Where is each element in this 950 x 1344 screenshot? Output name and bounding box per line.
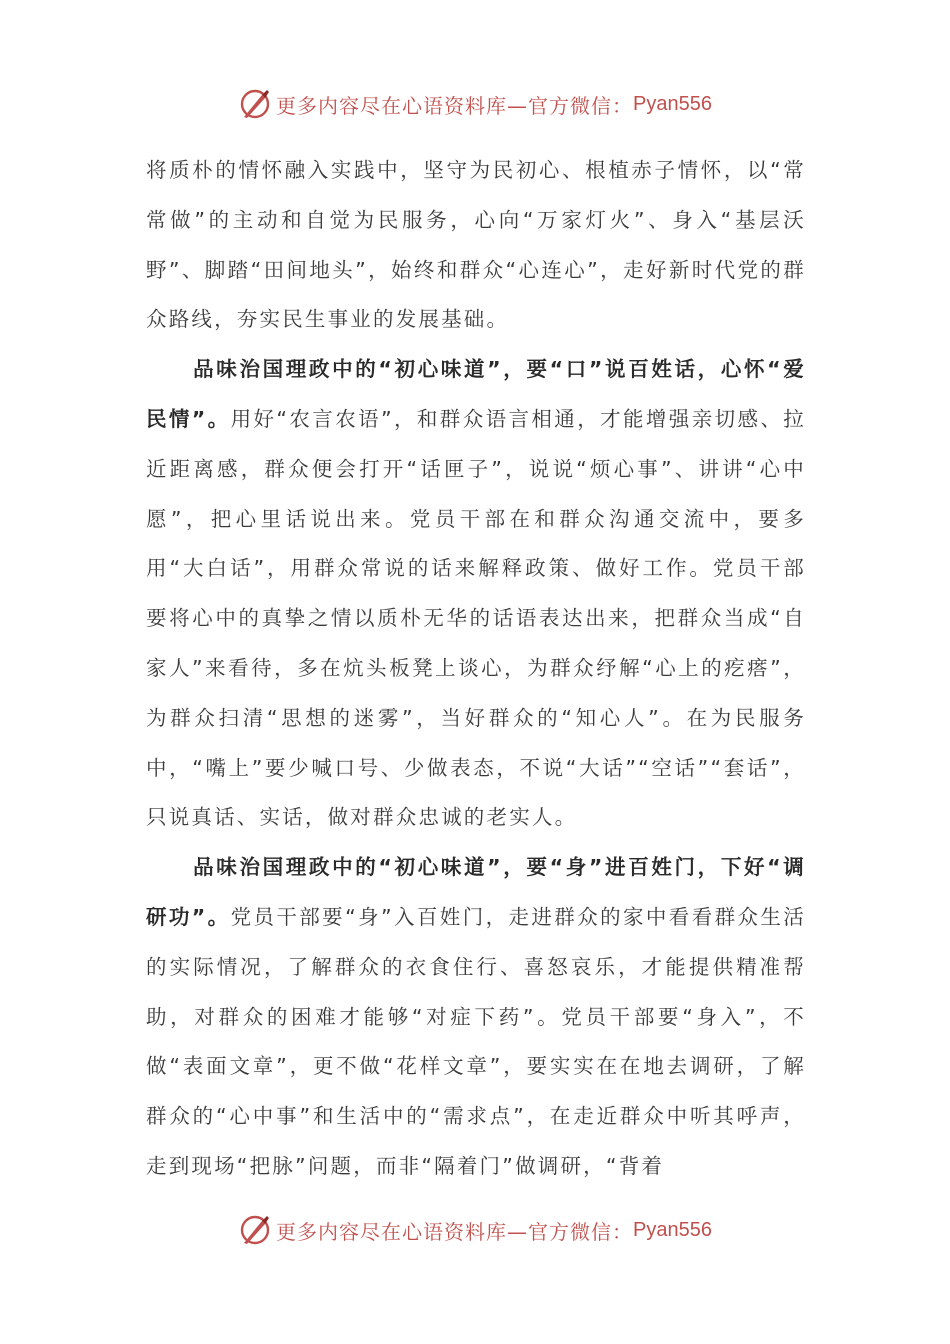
paragraph-2 bbox=[146, 345, 806, 843]
banner-text: 更多内容尽在心语资料库—官方微信： bbox=[276, 1219, 634, 1244]
paragraph-1-text: 将质朴的情怀融入实践中，坚守为民初心、根植赤子情怀，以“常常做”的主动和自觉为民服务，心向“万家灯火”、身入“基层沃野”、脚踏“田间地头”，始终和群众“心连心”，走好新时代党的群众路线，夯实民生事业的发展基础。 bbox=[146, 158, 806, 332]
header-watermark-banner bbox=[0, 84, 950, 124]
paragraph-2-heading: 品味治国理政中的“初心味道”，要“口”说百姓话，心怀“爱民情”。 bbox=[146, 357, 806, 431]
banner-wechat-id: Pyan556 bbox=[633, 1218, 712, 1241]
paragraph-3 bbox=[146, 843, 806, 1192]
banner-wechat-id: Pyan556 bbox=[633, 92, 712, 115]
footer-watermark-banner bbox=[0, 1210, 950, 1250]
paragraph-3-text: 党员干部要“身”入百姓门，走进群众的家中看看群众生活的实际情况，了解群众的衣食住行、喜怒哀乐，才能提供精准帮助，对群众的困难才能够“对症下药”。党员干部要“身入”，不做“表面文章”，更不做“花样文章”，要实实在在地去调研，了解群众的“心中事”和生活中的“需求点”，在走近群众中听其呼声，走到现场“把脉”问题，而非“隔着门”做调研，“背着 bbox=[146, 904, 806, 1178]
document-body bbox=[146, 146, 806, 1192]
banner-text: 更多内容尽在心语资料库—官方微信： bbox=[276, 93, 634, 118]
pen-logo-icon bbox=[238, 1213, 272, 1247]
paragraph-2-text: 用好“农言农语”，和群众语言相通，才能增强亲切感、拉近距离感，群众便会打开“话匣子”，说说“烦心事”、讲讲“心中愿”，把心里话说出来。党员干部在和群众沟通交流中，要多用“大白话”，用群众常说的话来解释政策、做好工作。党员干部要将心中的真挚之情以质朴无华的话语表达出来，把群众当成“自家人”来看待，多在炕头板凳上谈心，为群众纾解“心上的疙瘩”，为群众扫清“思想的迷雾”，当好群众的“知心人”。在为民服务中，“嘴上”要少喊口号、少做表态，不说“大话”“空话”“套话”，只说真话、实话，做对群众忠诚的老实人。 bbox=[146, 406, 806, 830]
paragraph-3-heading: 品味治国理政中的“初心味道”，要“身”进百姓门，下好“调研功”。 bbox=[146, 855, 806, 929]
pen-logo-icon bbox=[238, 87, 272, 121]
paragraph-1 bbox=[146, 146, 806, 345]
